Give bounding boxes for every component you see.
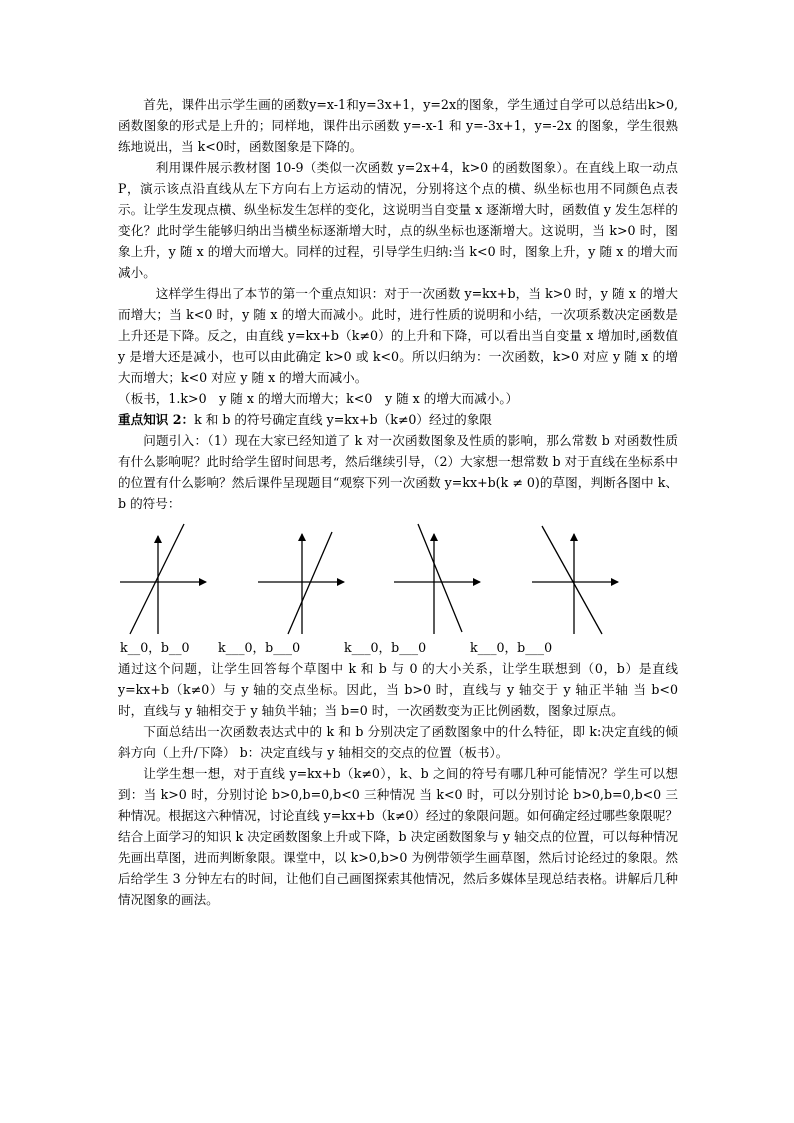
blackboard-note-1: （板书，1.k>0 y 随 x 的增大而增大；k<0 y 随 x 的增大而减小。） bbox=[118, 391, 519, 406]
answer-blanks bbox=[118, 638, 678, 658]
sketch-graph-3 bbox=[394, 524, 480, 634]
section-heading-label: 重点知识 2： bbox=[118, 412, 195, 427]
sketch-graph-4 bbox=[532, 526, 618, 634]
function-line bbox=[542, 526, 602, 634]
paragraph-2: 利用课件展示教材图 10-9（类似一次函数 y=2x+4，k>0 的函数图象）。在直线上取一动点 P，演示该点沿直线从左下方向右上方运动的情况，分别将这个点的横、纵坐标也用不同颜色点表示。让学生发现点横、纵坐标发生怎样的变化，这说明当自变量 x 逐渐增大时，函数值 y 发生怎样的变化？此时学生能够归纳出当横坐标逐渐增大时，点的纵坐标也逐渐增大。这说明，当 k>0 时，图象上升，y 随 x 的增大而增大。同样的过程，引导学生归纳:当 k<0 时，图象上升，y 随 x 的增大而减小。 bbox=[118, 160, 678, 280]
function-line bbox=[288, 532, 332, 634]
function-line bbox=[130, 524, 184, 634]
section-heading-text: k 和 b 的符号确定直线 y=kx+b（k≠0）经过的象限 bbox=[194, 412, 492, 427]
answer-blank-2: k___0，b___0 bbox=[218, 640, 301, 655]
answer-blank-1: k__0，b__0 bbox=[120, 640, 190, 655]
sketch-graphs-svg bbox=[118, 520, 678, 638]
function-line bbox=[418, 524, 462, 632]
sketch-graph-1 bbox=[120, 524, 206, 634]
paragraph-summary: 下面总结出一次函数表达式中的 k 和 b 分别决定了函数图象中的什么特征，即 k:决定直线的倾斜方向（上升/下降） b：决定直线与 y 轴相交的交点的位置（板书）。 bbox=[118, 724, 678, 760]
paragraph-cases: 让学生想一想，对于直线 y=kx+b（k≠0），k、b 之间的符号有哪几种可能情况？学生可以想到：当 k>0 时，分别讨论 b>0,b=0,b<0 三种情况 当 k<0 时，可以分别讨论 b>0,b=0,b<0 三种情况。根据这六种情况，讨论直线 y=kx+b（k≠0）经过的象限问题。如何确定经过哪些象限呢？结合上面学习的知识 k 决定函数图象上升或下降，b 决定函数图象与 y 轴交点的位置，可以每种情况先画出草图，进而判断象限。课堂中，以 k>0,b>0 为例带领学生画草图，然后讨论经过的象限。然后给学生 3 分钟左右的时间，让他们自己画图探索其他情况，然后多媒体呈现总结表格。讲解后几种情况图象的画法。 bbox=[118, 766, 678, 907]
answer-blank-4: k___0，b___0 bbox=[470, 640, 553, 655]
section-heading-2 bbox=[118, 409, 678, 430]
answer-blank-3: k___0，b___0 bbox=[344, 640, 427, 655]
sketch-graphs bbox=[118, 520, 678, 638]
paragraph-problem-intro: 问题引入：（1）现在大家已经知道了 k 对一次函数图象及性质的影响，那么常数 b 对函数性质有什么影响呢？此时给学生留时间思考，然后继续引导，（2）大家想一想常数 b 对于直线在坐标系中的位置有什么影响？然后课件呈现题目“观察下列一次函数 y=kx+b(k ≠ 0)的草图，判断各图中 k、b 的符号： bbox=[118, 433, 678, 511]
paragraph-3: 这样学生得出了本节的第一个重点知识：对于一次函数 y=kx+b，当 k>0 时，y 随 x 的增大而增大；当 k<0 时，y 随 x 的增大而减小。此时，进行性质的说明和小结，一次项系数决定函数是上升还是下降。反之，由直线 y=kx+b（k≠0）的上升和下降，可以看出当自变量 x 增加时,函数值 y 是增大还是减小，也可以由此确定 k>0 或 k<0。所以归纳为：一次函数，k>0 对应 y 随 x 的增大而增大；k<0 对应 y 随 x 的增大而减小。 bbox=[118, 286, 678, 385]
paragraph-1: 首先，课件出示学生画的函数y=x-1和y=3x+1，y=2x的图象，学生通过自学可以总结出k>0,函数图象的形式是上升的；同样地，课件出示函数 y=-x-1 和 y=-3x+1，y=-2x 的图象，学生很熟练地说出，当 k<0时，函数图象是下降的。 bbox=[118, 97, 678, 154]
paragraph-explanation: 通过这个问题，让学生回答每个草图中 k 和 b 与 0 的大小关系，让学生联想到（0，b）是直线 y=kx+b（k≠0）与 y 轴的交点坐标。因此，当 b>0 时，直线与 y 轴交于 y 轴正半轴 当 b<0 时，直线与 y 轴相交于 y 轴负半轴；当 b=0 时，一次函数变为正比例函数，图象过原点。 bbox=[118, 661, 678, 718]
sketch-graph-2 bbox=[258, 532, 344, 634]
document-body bbox=[118, 94, 678, 910]
